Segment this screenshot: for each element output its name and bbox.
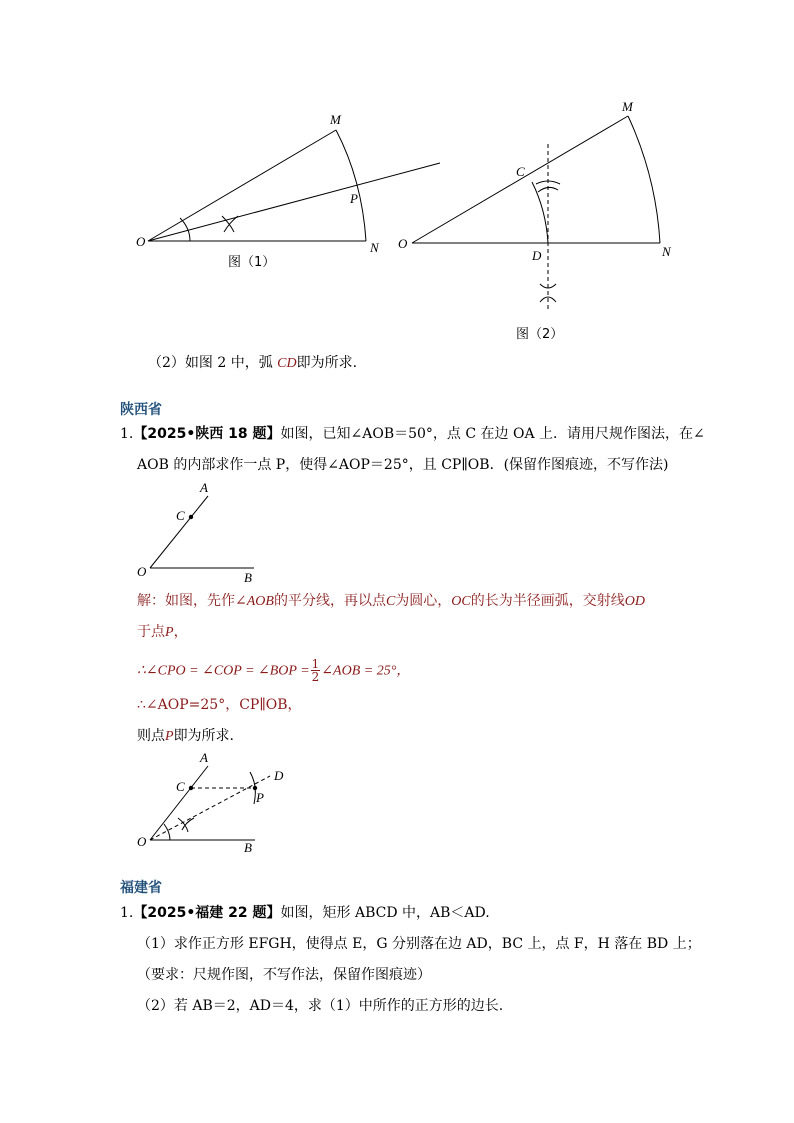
solution-text: 则点 — [137, 728, 165, 744]
solution-line3 — [137, 658, 410, 683]
problem1-text-1: 如图，已知∠AOB＝50°，点 C 在边 OA 上．请用尺规作图法，在∠ — [280, 426, 705, 442]
label-a: A — [200, 750, 208, 765]
part2-prefix: （2）如图 2 中，弧 — [148, 355, 278, 371]
label-o: O — [137, 834, 147, 849]
section-heading-fujian: 福建省 — [120, 880, 162, 896]
problem2-q2: （2）若 AB＝2，AD＝4，求（1）中所作的正方形的边长. — [137, 998, 504, 1014]
solution-angle: ∠AOB — [235, 594, 274, 609]
arc-mn — [628, 116, 660, 243]
figure-4 — [130, 748, 300, 858]
problem2-q1: （1）求作正方形 EFGH，使得点 E，G 分别落在边 AD，BC 上，点 F，H 落在 BD 上； — [137, 936, 701, 952]
label-c: C — [516, 164, 525, 179]
arc-mn — [336, 130, 366, 241]
solution-line2 — [137, 622, 188, 643]
figure-1-caption: 图（1） — [228, 255, 276, 270]
point-c — [189, 515, 193, 519]
solution-text: 解：如图，先作 — [137, 593, 235, 609]
label-n: N — [662, 244, 671, 259]
ray-om — [412, 116, 628, 243]
label-b: B — [244, 840, 252, 855]
label-m: M — [330, 112, 341, 127]
fraction-denominator: 2 — [311, 670, 320, 684]
label-p: P — [350, 191, 358, 206]
problem2-stem-text: 如图，矩形 ABCD 中，AB＜AD. — [280, 905, 490, 921]
solution-text: 于点 — [137, 624, 165, 640]
label-b: B — [244, 570, 252, 585]
solution-text: 的长为半径画弧，交射线 — [470, 593, 625, 609]
solution-line5 — [137, 726, 234, 747]
ray-oa — [150, 496, 208, 568]
label-o: O — [136, 234, 146, 249]
problem2-number: 1. — [120, 905, 134, 921]
problem1-number: 1. — [120, 426, 134, 442]
label-d: D — [532, 248, 542, 263]
solution-point: P — [165, 729, 174, 744]
label-d: D — [274, 768, 284, 783]
solution-text: 即为所求. — [173, 728, 235, 744]
problem2-requirement: （要求：尺规作图，不写作法，保留作图痕迹） — [137, 967, 431, 983]
label-o: O — [398, 236, 408, 251]
ray-om — [148, 130, 336, 241]
problem2-stem — [120, 903, 490, 923]
part2-suffix: 即为所求. — [296, 355, 358, 371]
figure-3 — [130, 478, 280, 588]
arc-cd — [532, 182, 548, 243]
solution-text: ， — [173, 624, 188, 640]
label-p: P — [256, 790, 264, 805]
fraction-one-half — [311, 658, 321, 683]
label-a: A — [200, 480, 208, 495]
solution-line4: ∴∠AOP=25°，CP∥OB， — [137, 697, 302, 713]
part2-answer — [148, 353, 357, 374]
bisector-arc-a — [178, 818, 188, 832]
ray-oa — [150, 766, 208, 840]
solution-equation: ∴∠CPO = ∠COP = ∠BOP = — [137, 663, 310, 679]
problem1-line1 — [120, 424, 705, 444]
section-heading-shaanxi: 陕西省 — [120, 402, 162, 418]
solution-segment: OC — [451, 594, 471, 609]
problem2-tag: 【2025•福建 22 题】 — [133, 905, 281, 921]
solution-ray: OD — [624, 594, 645, 609]
figure-2-caption: 图（2） — [516, 327, 564, 342]
arc-label: CD — [277, 356, 297, 371]
label-m: M — [622, 99, 633, 114]
point-c — [189, 786, 193, 790]
fraction-numerator: 1 — [311, 657, 320, 671]
solution-text: 为圆心， — [395, 593, 452, 609]
label-c: C — [176, 779, 185, 794]
solution-point: P — [165, 625, 174, 640]
figure-2 — [392, 92, 692, 352]
label-o: O — [137, 564, 147, 579]
label-n: N — [370, 240, 379, 255]
solution-equation: ∠AOB = 25°， — [321, 663, 411, 679]
label-c: C — [176, 508, 185, 523]
solution-point: C — [385, 594, 396, 609]
solution-line1 — [137, 591, 645, 612]
problem1-line2: AOB 的内部求作一点 P，使得∠AOP＝25°，且 CP∥OB．(保留作图痕迹，不写作法) — [137, 457, 669, 473]
solution-text: 的平分线，再以点 — [273, 593, 386, 609]
problem1-tag: 【2025•陕西 18 题】 — [133, 426, 281, 442]
